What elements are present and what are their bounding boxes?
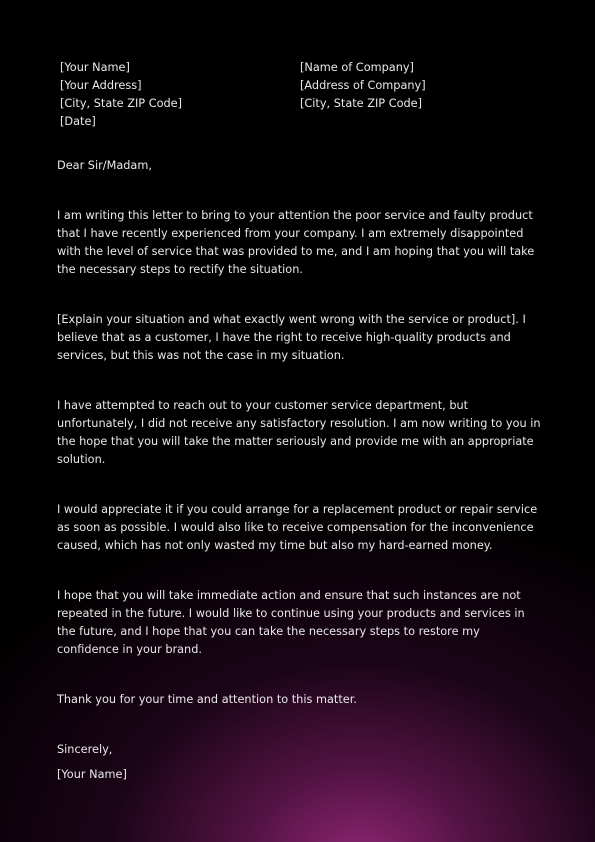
recipient-city: [City, State ZIP Code] [300, 97, 423, 110]
sender-city: [City, State ZIP Code] [60, 97, 183, 110]
sender-name: [Your Name] [60, 61, 130, 74]
paragraph-1: I am writing this letter to bring to your attention the poor service and faulty product that I have recently experienced from your company. I am extremely disappointed with the level of service that was provided to me, and I am hoping that you will take the necessary steps to rectify the situation. [57, 209, 535, 276]
sender-address: [Your Address] [60, 79, 142, 92]
salutation: Dear Sir/Madam, [57, 159, 152, 172]
recipient-address: [Address of Company] [300, 79, 426, 92]
paragraph-4: I would appreciate it if you could arrange for a replacement product or repair service as soon as possible. I would also like to receive compensation for the inconvenience caused, which has not only wasted my time but also my hard-earned money. [57, 503, 538, 552]
signature-name: [Your Name] [57, 768, 127, 781]
sender-block [60, 59, 182, 131]
closing: Sincerely, [57, 743, 113, 756]
paragraph-5: I hope that you will take immediate action and ensure that such instances are not repeated in the future. I would like to continue using your products and services in the future, and I hope that you can take the necessary steps to restore my confidence in your brand. [57, 589, 525, 656]
paragraph-3: I have attempted to reach out to your customer service department, but unfortunately, I did not receive any satisfactory resolution. I am now writing to you in the hope that you will take the matter seriously and provide me with an appropriate solution. [57, 399, 541, 466]
paragraph-2: [Explain your situation and what exactly went wrong with the service or product]. I believe that as a customer, I have the right to receive high-quality products and services, but this was not the case in my situation. [57, 313, 526, 362]
recipient-block [300, 59, 426, 113]
sender-date: [Date] [60, 115, 96, 128]
recipient-company: [Name of Company] [300, 61, 414, 74]
thank-you-line: Thank you for your time and attention to this matter. [57, 693, 357, 706]
letter-body [57, 157, 541, 784]
